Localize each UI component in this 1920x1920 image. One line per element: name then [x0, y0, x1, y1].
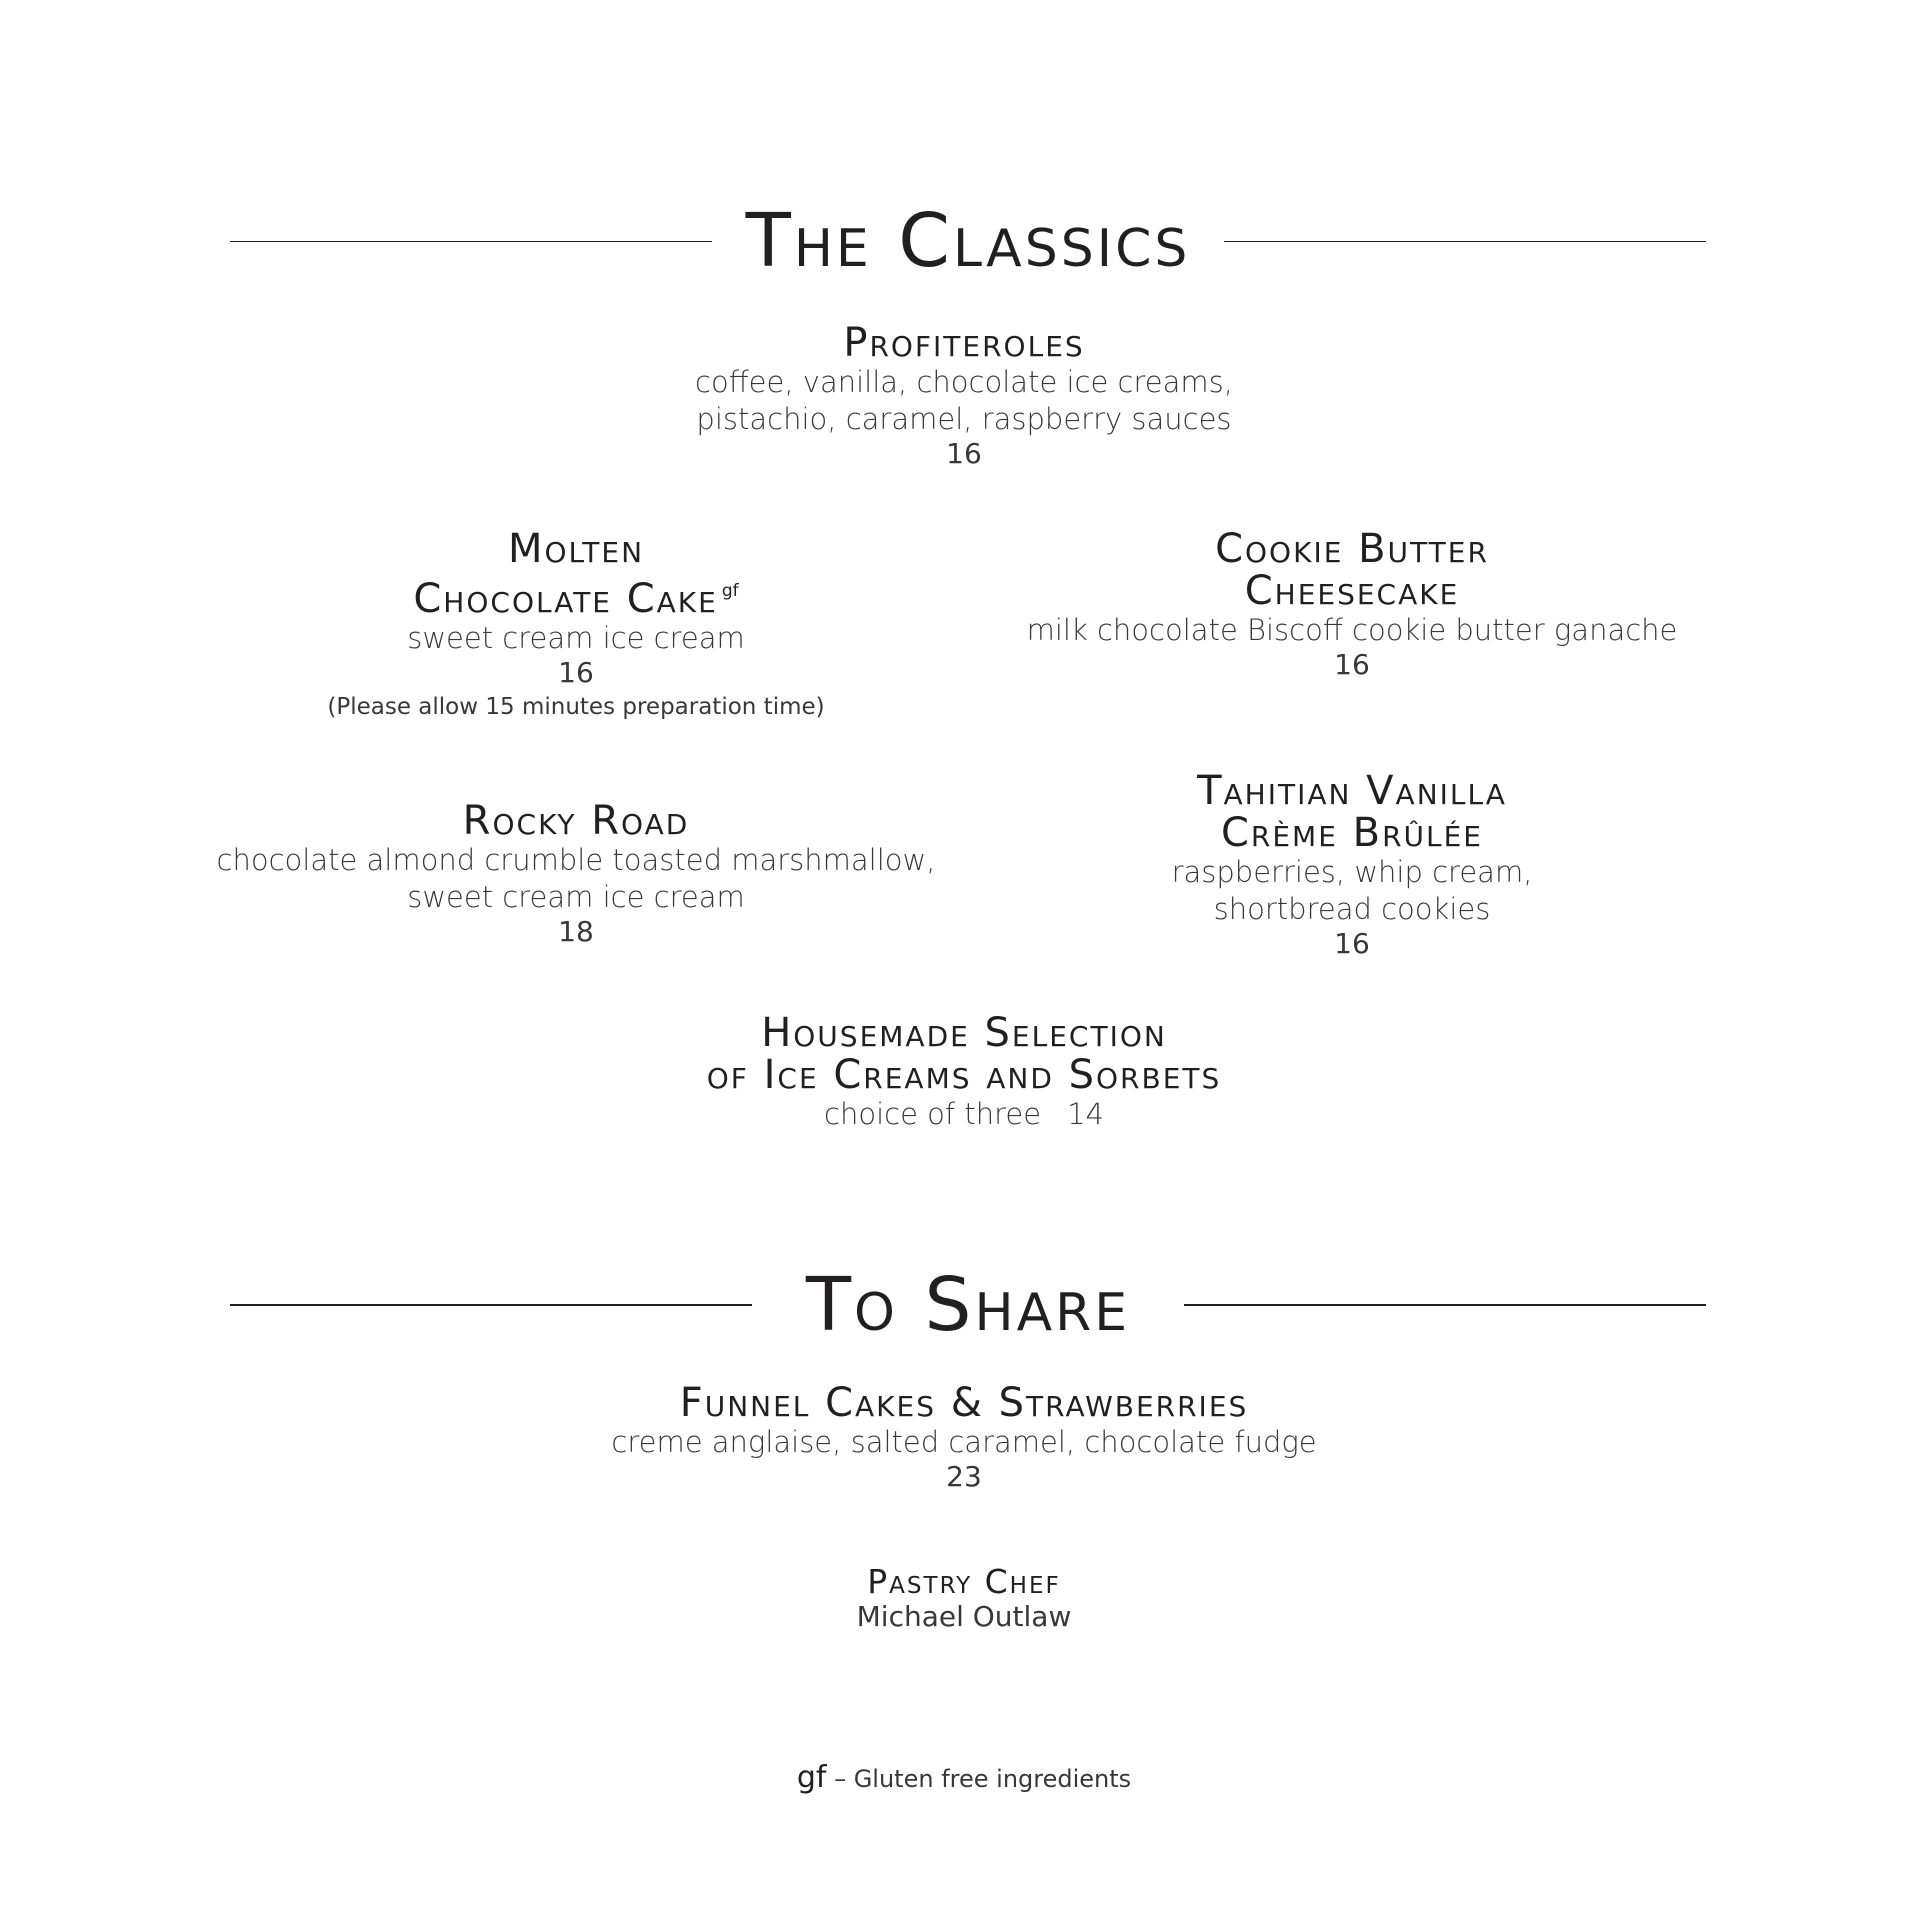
- item-name-line2: [327, 570, 824, 620]
- item-price: 23: [946, 1460, 982, 1493]
- menu-item-housemade-ice-creams: [707, 1012, 1222, 1133]
- item-description: sweet cream ice cream: [407, 621, 745, 655]
- item-description: raspberries, whip cream,: [1171, 855, 1533, 889]
- gluten-free-legend: – Gluten free ingredients: [826, 1765, 1132, 1793]
- item-description-with-price: [707, 1096, 1222, 1133]
- item-name: Cookie Butter: [1215, 526, 1489, 572]
- item-description: pistachio, caramel, raspberry sauces: [696, 402, 1232, 436]
- item-description: chocolate almond crumble toasted marshmallow,: [216, 843, 936, 877]
- gluten-free-key: gf: [796, 1760, 827, 1795]
- item-price: 16: [558, 656, 594, 689]
- item-price: 14: [1067, 1097, 1104, 1131]
- pastry-chef-title: Pastry Chef: [867, 1562, 1061, 1601]
- heading-rule-right: [1224, 241, 1706, 242]
- item-name: Housemade Selection: [761, 1010, 1167, 1056]
- gluten-free-footnote: [797, 1760, 1131, 1795]
- gluten-free-mark: gf: [721, 581, 739, 601]
- item-name-line2: Cheesecake: [1244, 568, 1460, 614]
- item-name: Tahitian Vanilla: [1197, 768, 1507, 814]
- item-description: coffee, vanilla, chocolate ice creams,: [695, 365, 1233, 399]
- item-price: 18: [558, 915, 594, 948]
- menu-item-rocky-road: [217, 800, 936, 948]
- item-name: Funnel Cakes & Strawberries: [679, 1380, 1249, 1426]
- item-description: choice of three: [824, 1097, 1042, 1131]
- heading-rule-right: [1184, 1304, 1706, 1306]
- item-price: 16: [1334, 648, 1370, 681]
- menu-item-creme-brulee: [1172, 770, 1533, 960]
- preparation-note: (Please allow 15 minutes preparation time): [327, 694, 825, 720]
- item-name: Profiteroles: [843, 320, 1085, 366]
- pastry-chef-name: Michael Outlaw: [856, 1600, 1072, 1633]
- to-share-section-header: [230, 1260, 1706, 1350]
- item-price: 16: [946, 437, 982, 470]
- menu-item-profiteroles: [695, 322, 1233, 470]
- menu-item-funnel-cakes: [611, 1382, 1316, 1493]
- item-description: creme anglaise, salted caramel, chocolate fudge: [611, 1425, 1317, 1459]
- item-price: 16: [1334, 927, 1370, 960]
- heading-rule-left: [230, 1304, 752, 1306]
- classics-heading: The Classics: [745, 198, 1191, 284]
- item-description: shortbread cookies: [1213, 892, 1491, 926]
- item-name-line2: of Ice Creams and Sorbets: [706, 1052, 1222, 1098]
- item-name: Rocky Road: [462, 798, 690, 844]
- heading-rule-left: [230, 241, 712, 242]
- menu-item-molten-chocolate-cake: [327, 528, 824, 725]
- pastry-chef-credit: [857, 1564, 1072, 1634]
- classics-section-header: [230, 196, 1706, 286]
- item-name-line2: Crème Brûlée: [1220, 810, 1483, 856]
- menu-item-cookie-butter-cheesecake: [1027, 528, 1678, 681]
- item-name-text: Chocolate Cake: [413, 576, 718, 622]
- item-description: milk chocolate Biscoff cookie butter ganache: [1026, 613, 1678, 647]
- item-description: sweet cream ice cream: [407, 880, 745, 914]
- to-share-heading: To Share: [805, 1262, 1131, 1348]
- item-name: Molten: [507, 526, 645, 572]
